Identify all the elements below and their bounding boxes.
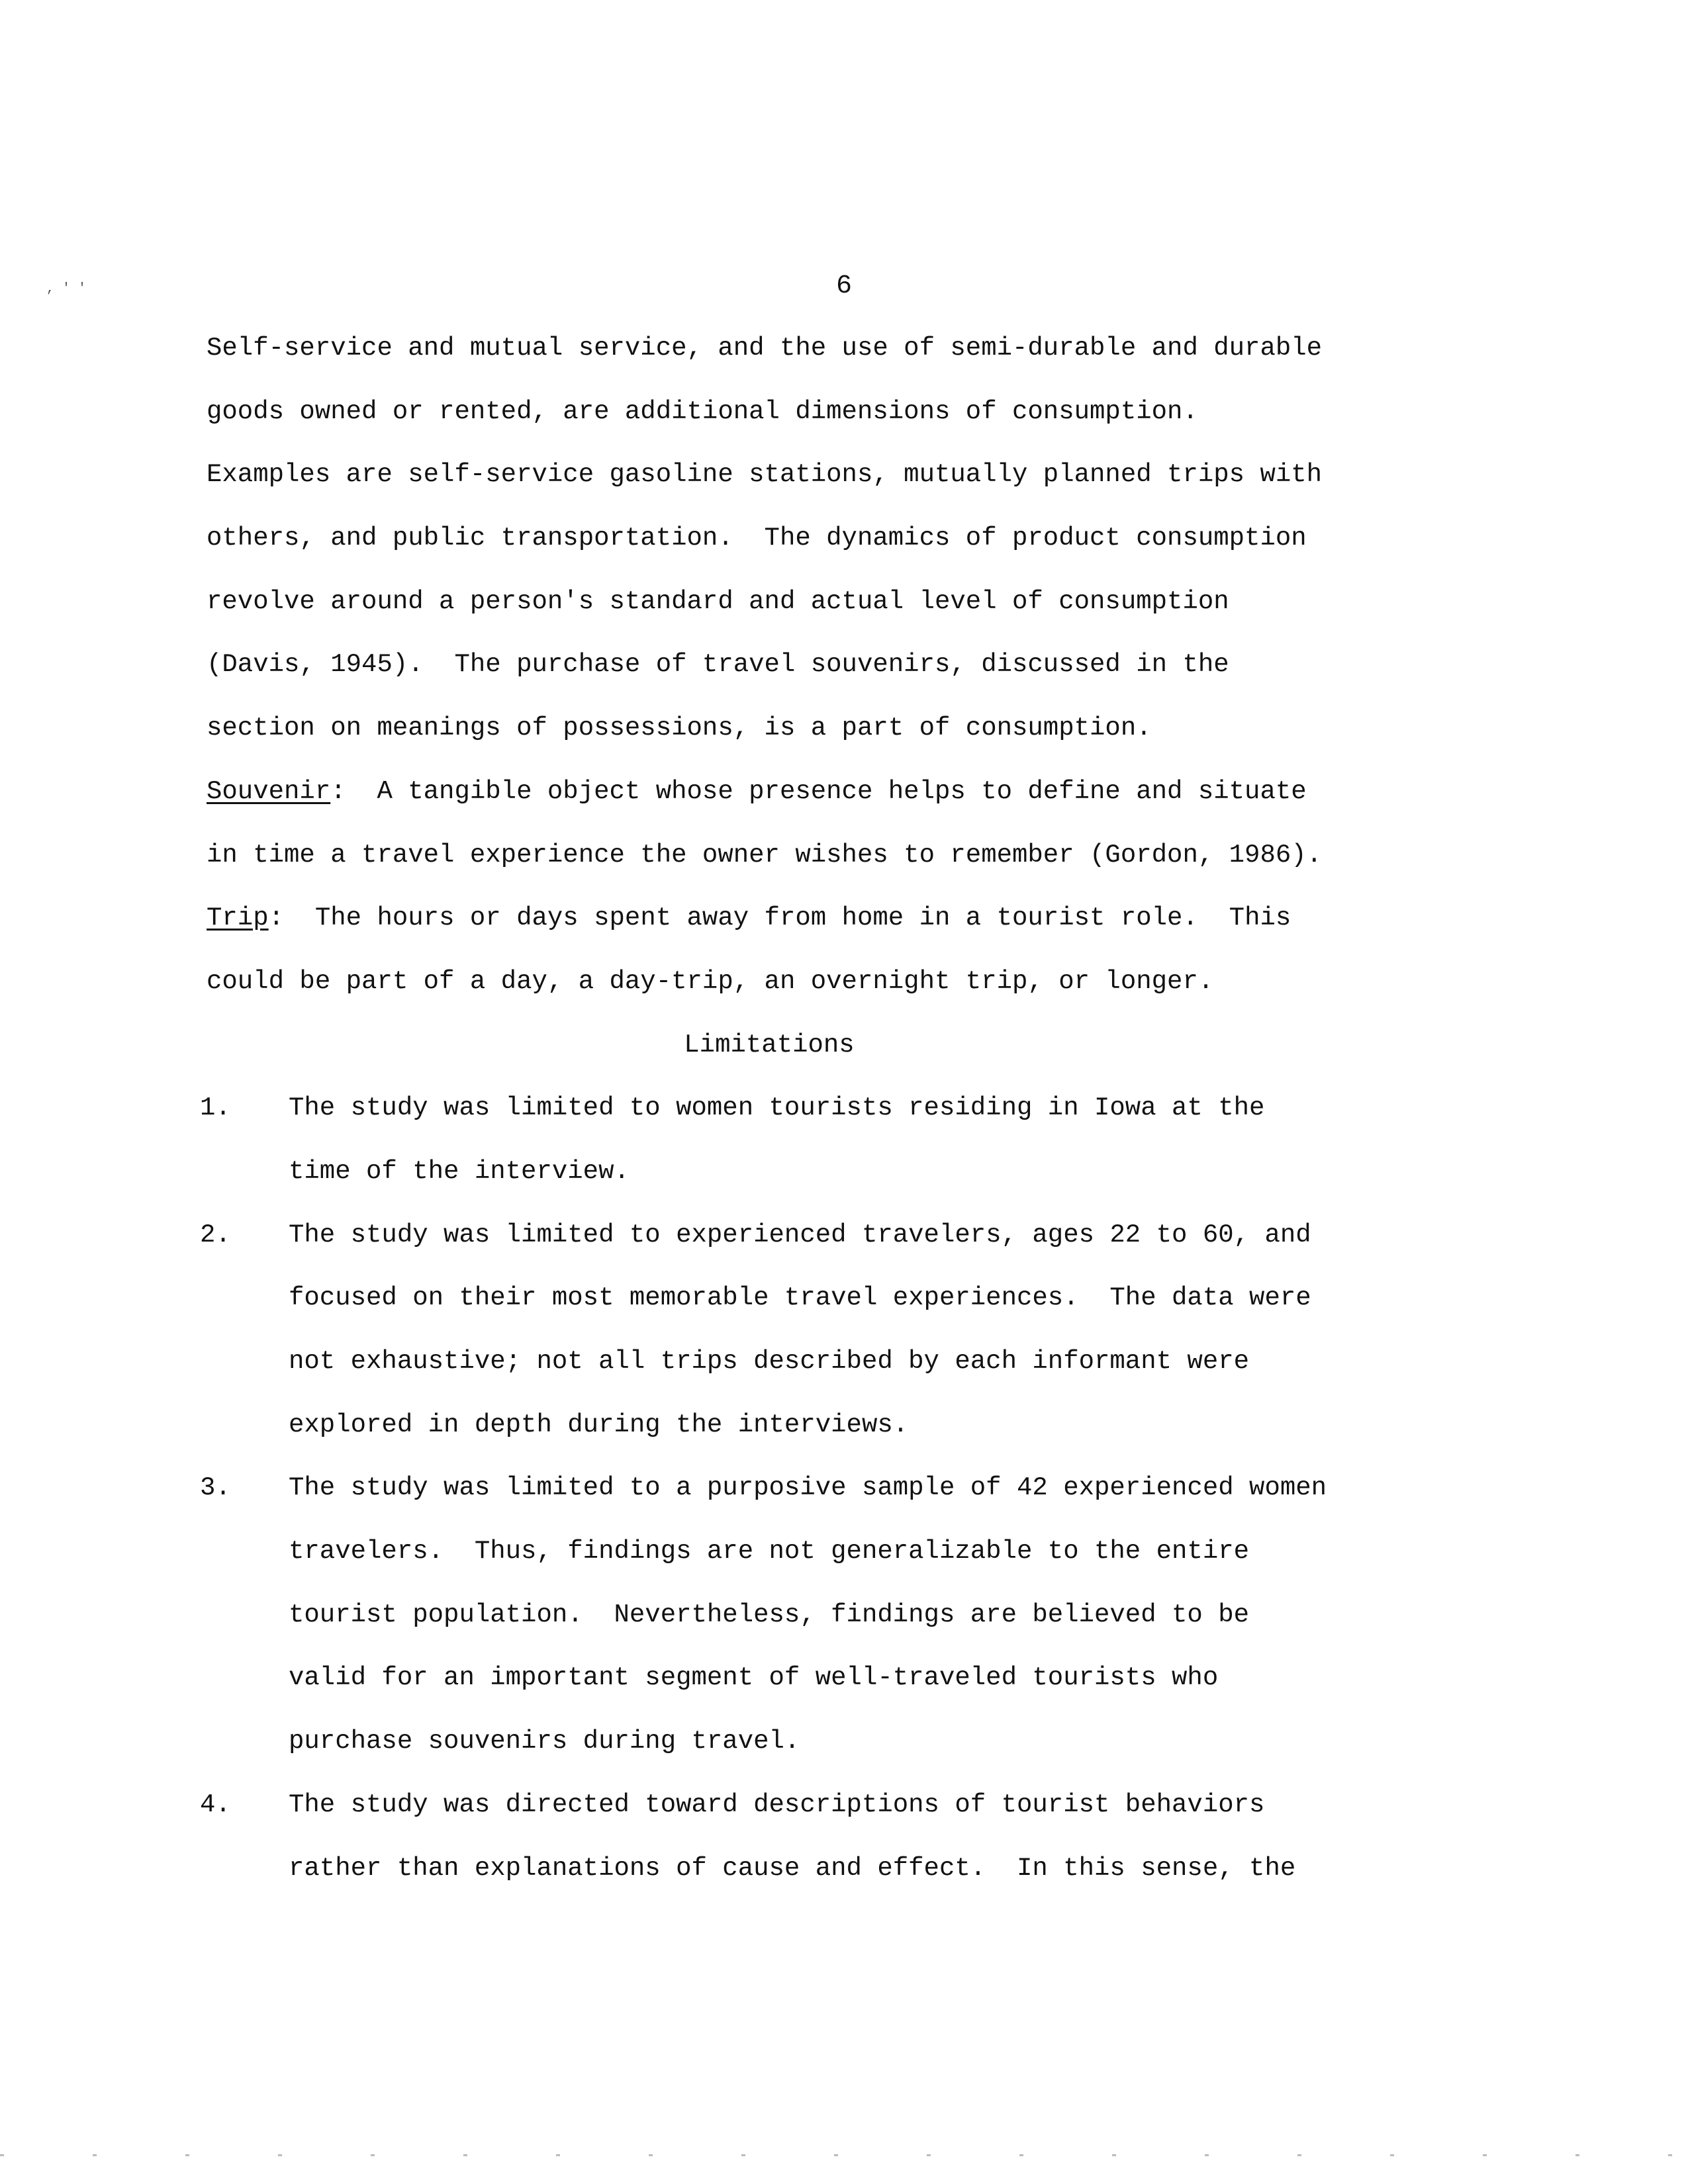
definition-trip bbox=[207, 887, 1464, 950]
paragraph-line: section on meanings of possessions, is a part of consumption. bbox=[207, 713, 1152, 743]
paragraph-line: revolve around a person's standard and actual level of consumption bbox=[207, 586, 1229, 616]
item-line: time of the interview. bbox=[289, 1156, 630, 1186]
item-line: tourist population. Nevertheless, findings are believed to be bbox=[289, 1600, 1250, 1629]
item-line: The study was directed toward descriptions of tourist behaviors bbox=[289, 1790, 1265, 1819]
item-line: valid for an important segment of well-traveled tourists who bbox=[289, 1663, 1219, 1693]
item-line: not exhaustive; not all trips described by each informant were bbox=[289, 1347, 1250, 1376]
item-line: purchase souvenirs during travel. bbox=[289, 1727, 800, 1756]
limitation-item bbox=[200, 1457, 1464, 1773]
item-number: 1. bbox=[200, 1093, 231, 1123]
item-line: rather than explanations of cause and effect. In this sense, the bbox=[289, 1853, 1296, 1883]
definition-text: could be part of a day, a day-trip, an overnight trip, or longer. bbox=[207, 966, 1214, 996]
item-line: The study was limited to women tourists residing in Iowa at the bbox=[289, 1093, 1265, 1123]
limitation-item bbox=[200, 1774, 1464, 1900]
item-line: The study was limited to a purposive sample of 42 experienced women bbox=[289, 1473, 1327, 1503]
item-line: focused on their most memorable travel experiences. The data were bbox=[289, 1283, 1311, 1313]
paragraph-line: goods owned or rented, are additional dimensions of consumption. bbox=[207, 396, 1198, 426]
item-line: explored in depth during the interviews. bbox=[289, 1410, 909, 1439]
page-body bbox=[200, 317, 1464, 1900]
limitation-item bbox=[200, 1077, 1464, 1203]
item-line: travelers. Thus, findings are not generalizable to the entire bbox=[289, 1537, 1250, 1567]
paragraph-line: (Davis, 1945). The purchase of travel souvenirs, discussed in the bbox=[207, 650, 1229, 680]
item-line: The study was limited to experienced travelers, ages 22 to 60, and bbox=[289, 1220, 1311, 1250]
scan-edge-noise bbox=[0, 2154, 1688, 2156]
definition-souvenir bbox=[207, 760, 1464, 824]
paragraph-line: Examples are self-service gasoline stations, mutually planned trips with bbox=[207, 460, 1323, 490]
definition-text: : A tangible object whose presence helps to define and situate bbox=[330, 776, 1307, 806]
limitation-item bbox=[200, 1204, 1464, 1457]
definition-text: : The hours or days spent away from home in a tourist role. This bbox=[268, 903, 1291, 933]
scan-speck: , ' ' bbox=[46, 281, 87, 296]
definition-text: in time a travel experience the owner wishes to remember (Gordon, 1986). bbox=[207, 840, 1323, 870]
page-number: 6 bbox=[835, 271, 852, 301]
item-number: 4. bbox=[200, 1790, 231, 1819]
definition-term: Trip bbox=[207, 903, 269, 933]
item-number: 2. bbox=[200, 1220, 231, 1250]
item-number: 3. bbox=[200, 1473, 231, 1503]
paragraph-line: others, and public transportation. The dynamics of product consumption bbox=[207, 523, 1307, 553]
definition-term: Souvenir bbox=[207, 776, 331, 806]
paragraph-line: Self-service and mutual service, and the use of semi-durable and durable bbox=[207, 334, 1323, 363]
section-heading: Limitations bbox=[684, 1030, 855, 1060]
